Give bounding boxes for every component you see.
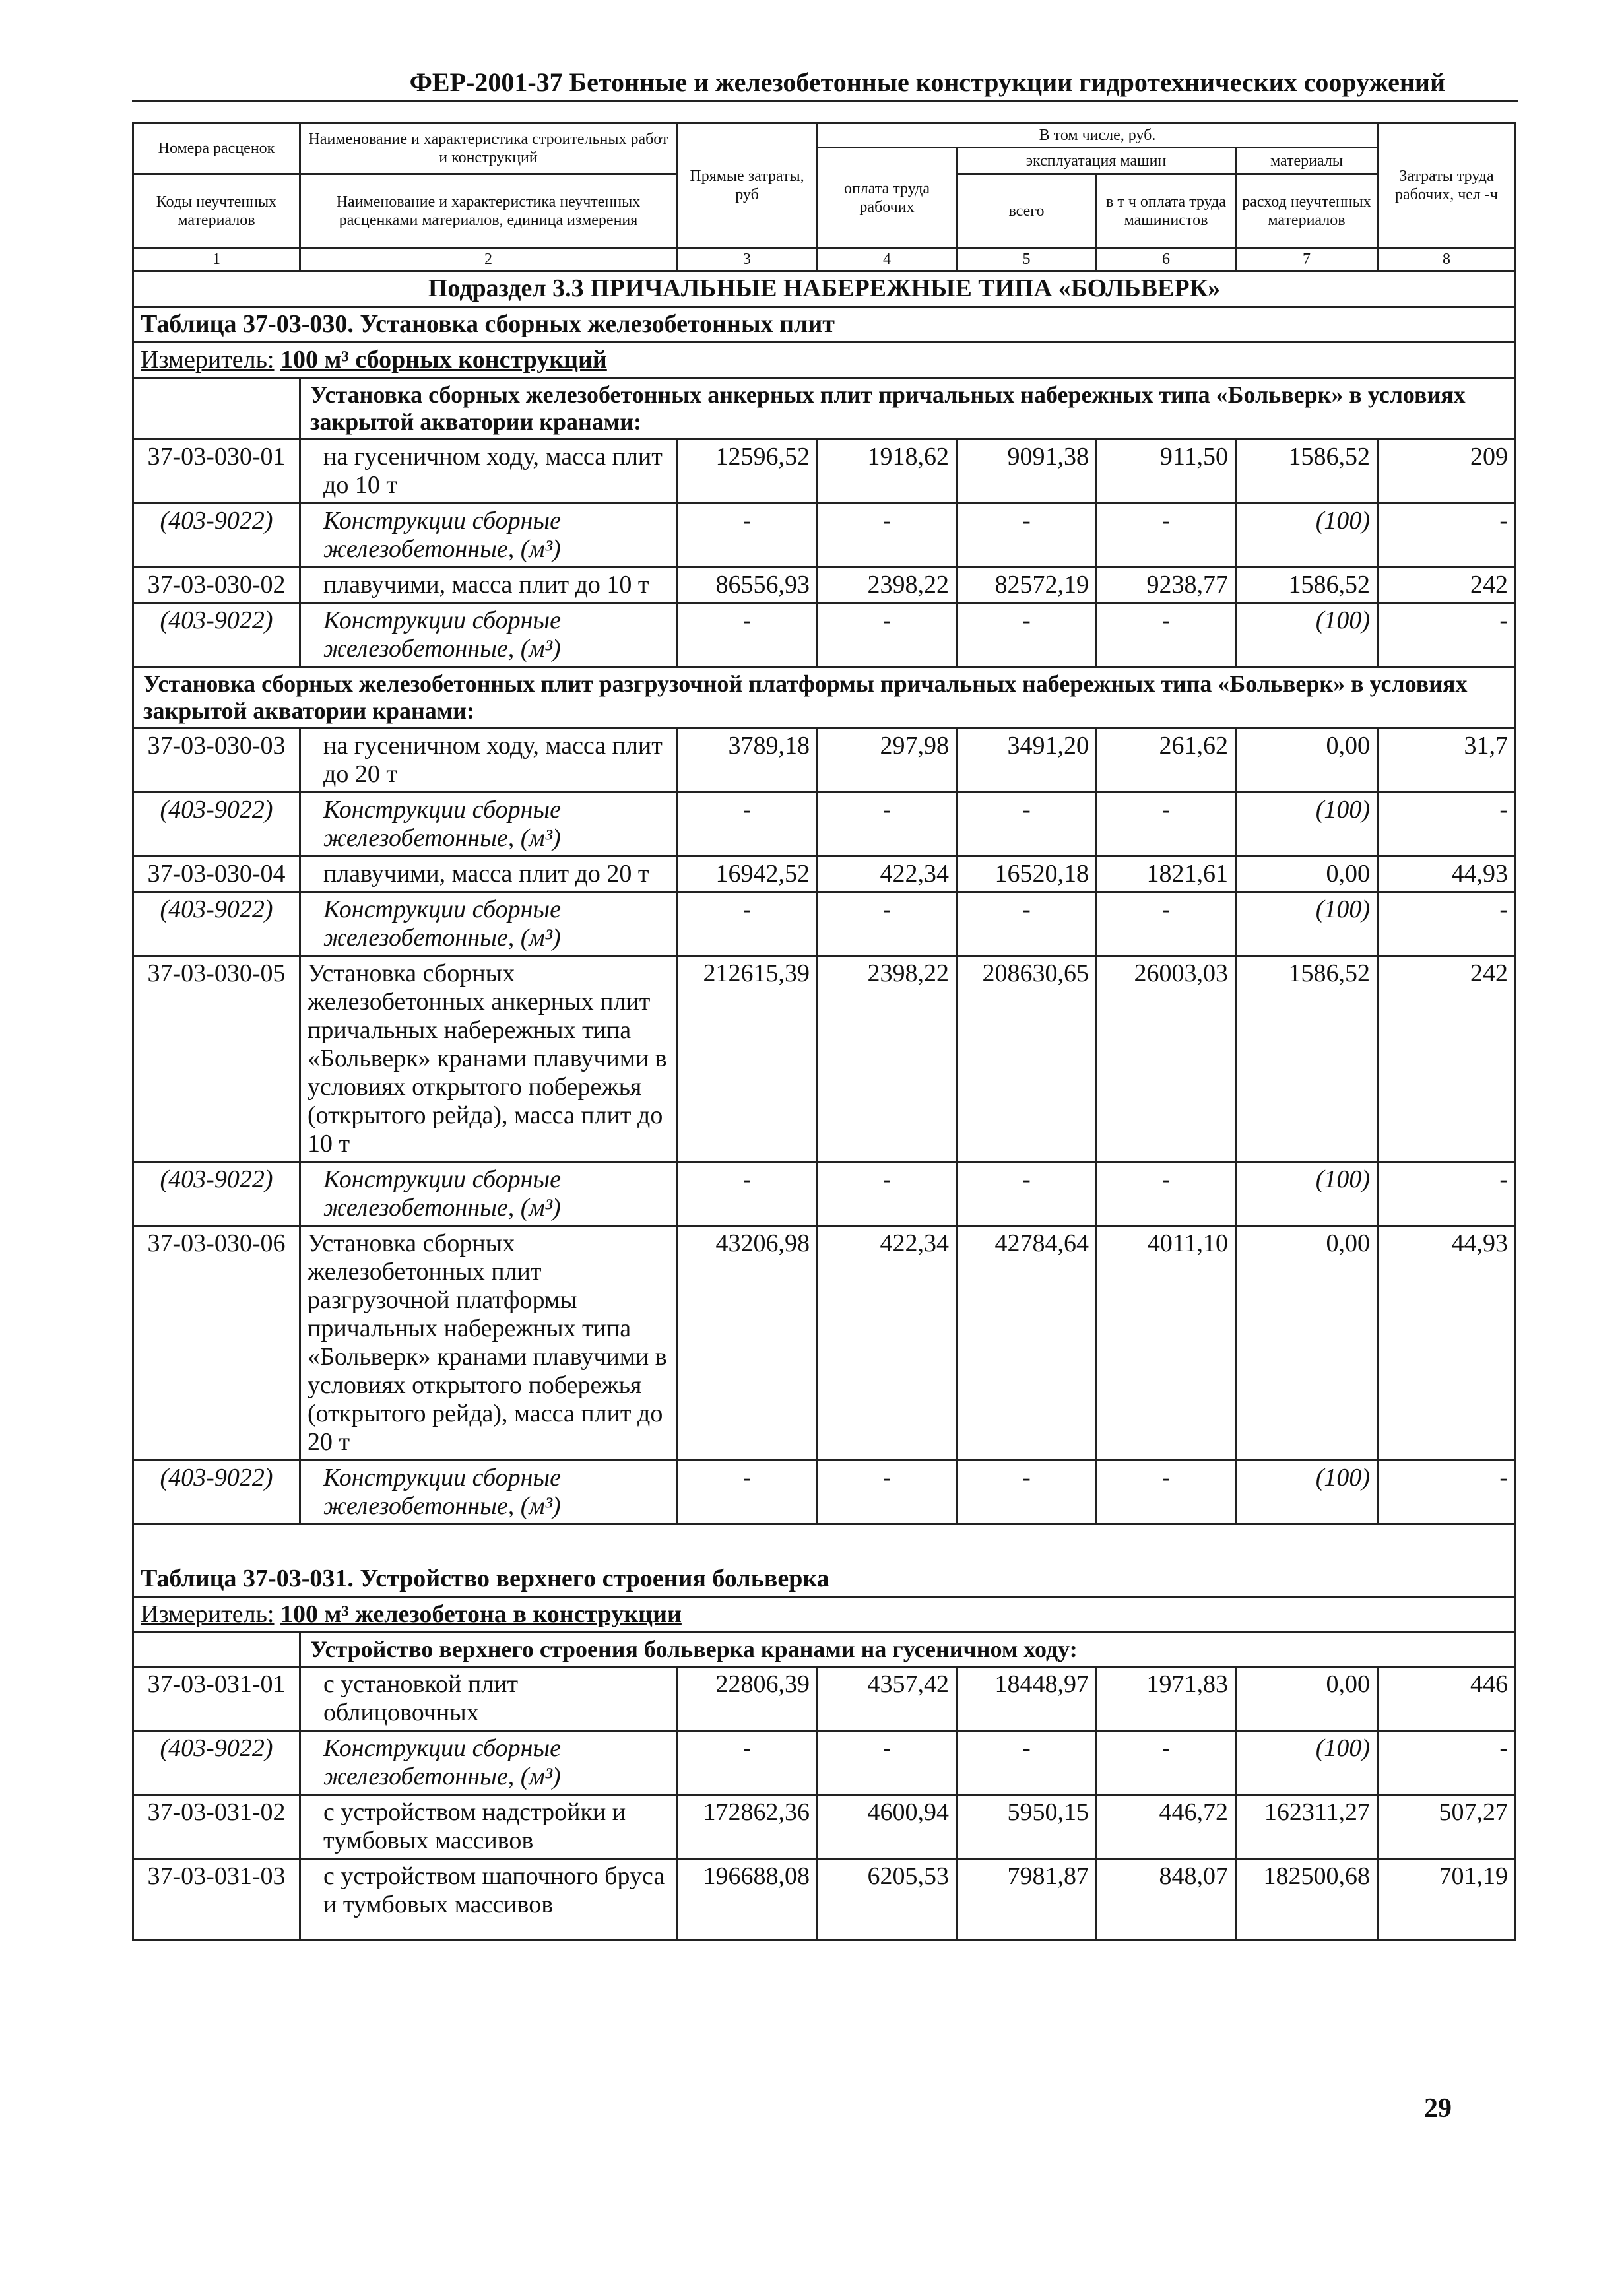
head-materials: материалы bbox=[1236, 148, 1378, 174]
work-name: плавучими, масса плит до 20 т bbox=[300, 857, 677, 892]
machines-pay: 261,62 bbox=[1097, 729, 1236, 793]
head-col1-top: Номера расценок bbox=[133, 123, 300, 174]
measure-value: 100 м³ железобетона в конструкции bbox=[280, 1600, 682, 1628]
material-name: Конструкции сборные железобетонные, (м³) bbox=[300, 504, 677, 568]
dash: - bbox=[1097, 1162, 1236, 1226]
direct-costs: 3789,18 bbox=[677, 729, 818, 793]
measure-line bbox=[133, 1597, 1516, 1633]
dash: - bbox=[1097, 1460, 1236, 1524]
dash: - bbox=[818, 793, 957, 857]
col-number: 3 bbox=[677, 248, 818, 271]
col-number: 6 bbox=[1097, 248, 1236, 271]
work-name: Установка сборных железобетонных анкерных плит причальных набережных типа «Больверк» кранами плавучими в условиях открытого побережья (открытого рейда), масса плит до 10 т bbox=[300, 956, 677, 1162]
labor-pay: 6205,53 bbox=[818, 1859, 957, 1940]
work-name: плавучими, масса плит до 10 т bbox=[300, 568, 677, 603]
materials: 0,00 bbox=[1236, 729, 1378, 793]
material-name: Конструкции сборные железобетонные, (м³) bbox=[300, 603, 677, 667]
material-row bbox=[133, 1460, 1516, 1524]
head-machines-pay: в т ч оплата труда машинистов bbox=[1097, 174, 1236, 248]
rates-table bbox=[132, 122, 1516, 1941]
material-code: (403-9022) bbox=[133, 1460, 300, 1524]
measure-label: Измеритель: bbox=[141, 346, 275, 374]
group-heading: Установка сборных железобетонных плит разгрузочной платформы причальных набережных типа «Больверк» в условиях закрытой акватории кранами: bbox=[133, 667, 1516, 729]
head-materials-use: расход неучтенных материалов bbox=[1236, 174, 1378, 248]
rate-code: 37-03-030-02 bbox=[133, 568, 300, 603]
dash: - bbox=[957, 793, 1097, 857]
material-name: Конструкции сборные железобетонные, (м³) bbox=[300, 1162, 677, 1226]
measure-line bbox=[133, 343, 1516, 378]
materials: 1586,52 bbox=[1236, 956, 1378, 1162]
direct-costs: 172862,36 bbox=[677, 1795, 818, 1859]
rate-code: 37-03-030-04 bbox=[133, 857, 300, 892]
machines-pay: 848,07 bbox=[1097, 1859, 1236, 1940]
direct-costs: 212615,39 bbox=[677, 956, 818, 1162]
dash: - bbox=[1378, 504, 1516, 568]
material-code: (403-9022) bbox=[133, 793, 300, 857]
head-labor-pay: оплата труда рабочих bbox=[818, 148, 957, 248]
material-row bbox=[133, 1731, 1516, 1795]
head-col2-top: Наименование и характеристика строительных работ и конструкций bbox=[300, 123, 677, 174]
machines-pay: 911,50 bbox=[1097, 440, 1236, 504]
head-labor-costs: Затраты труда рабочих, чел -ч bbox=[1378, 123, 1516, 248]
dash: - bbox=[1378, 1460, 1516, 1524]
head-col2-bottom: Наименование и характеристика неучтенных расценками материалов, единица измерения bbox=[300, 174, 677, 248]
subsection-title: Подраздел 3.3 ПРИЧАЛЬНЫЕ НАБЕРЕЖНЫЕ ТИПА «БОЛЬВЕРК» bbox=[133, 271, 1516, 307]
dash: - bbox=[818, 504, 957, 568]
col-number: 8 bbox=[1378, 248, 1516, 271]
dash: - bbox=[677, 892, 818, 956]
dash: - bbox=[957, 504, 1097, 568]
work-name: Установка сборных железобетонных плит разгрузочной платформы причальных набережных типа «Больверк» кранами плавучими в условиях открытого побережья (открытого рейда), масса плит до 20 т bbox=[300, 1226, 677, 1460]
measure-label: Измеритель: bbox=[141, 1600, 275, 1628]
dash: - bbox=[818, 1460, 957, 1524]
dash: - bbox=[1097, 892, 1236, 956]
dash: - bbox=[1378, 892, 1516, 956]
rate-code: 37-03-031-01 bbox=[133, 1667, 300, 1731]
labor-costs: 446 bbox=[1378, 1667, 1516, 1731]
labor-pay: 297,98 bbox=[818, 729, 957, 793]
dash: - bbox=[1097, 504, 1236, 568]
machines-total: 18448,97 bbox=[957, 1667, 1097, 1731]
head-col1-bottom: Коды неучтенных материалов bbox=[133, 174, 300, 248]
material-code: (403-9022) bbox=[133, 892, 300, 956]
dash: - bbox=[677, 504, 818, 568]
dash: - bbox=[957, 1460, 1097, 1524]
direct-costs: 196688,08 bbox=[677, 1859, 818, 1940]
group-heading: Установка сборных железобетонных анкерных плит причальных набережных типа «Больверк» в условиях закрытой акватории кранами: bbox=[300, 378, 1516, 440]
table-title: Таблица 37-03-030. Установка сборных железобетонных плит bbox=[133, 307, 1516, 343]
labor-pay: 1918,62 bbox=[818, 440, 957, 504]
material-qty: (100) bbox=[1236, 603, 1378, 667]
labor-pay: 422,34 bbox=[818, 1226, 957, 1460]
table-row bbox=[133, 440, 1516, 504]
labor-costs: 44,93 bbox=[1378, 1226, 1516, 1460]
dash: - bbox=[1097, 1731, 1236, 1795]
material-code: (403-9022) bbox=[133, 1731, 300, 1795]
col-number: 1 bbox=[133, 248, 300, 271]
machines-pay: 26003,03 bbox=[1097, 956, 1236, 1162]
direct-costs: 86556,93 bbox=[677, 568, 818, 603]
material-name: Конструкции сборные железобетонные, (м³) bbox=[300, 1460, 677, 1524]
machines-total: 3491,20 bbox=[957, 729, 1097, 793]
material-row bbox=[133, 504, 1516, 568]
machines-pay: 446,72 bbox=[1097, 1795, 1236, 1859]
labor-costs: 701,19 bbox=[1378, 1859, 1516, 1940]
table-row bbox=[133, 729, 1516, 793]
machines-total: 16520,18 bbox=[957, 857, 1097, 892]
dash: - bbox=[677, 1460, 818, 1524]
materials: 1586,52 bbox=[1236, 568, 1378, 603]
machines-total: 82572,19 bbox=[957, 568, 1097, 603]
page-header bbox=[132, 53, 1518, 102]
rate-code: 37-03-031-03 bbox=[133, 1859, 300, 1940]
table-row bbox=[133, 1859, 1516, 1940]
machines-pay: 9238,77 bbox=[1097, 568, 1236, 603]
dash: - bbox=[677, 793, 818, 857]
work-name: на гусеничном ходу, масса плит до 20 т bbox=[300, 729, 677, 793]
dash: - bbox=[818, 892, 957, 956]
rate-code: 37-03-030-03 bbox=[133, 729, 300, 793]
head-machines-total: всего bbox=[957, 174, 1097, 248]
material-name: Конструкции сборные железобетонные, (м³) bbox=[300, 892, 677, 956]
rate-code: 37-03-030-06 bbox=[133, 1226, 300, 1460]
material-name: Конструкции сборные железобетонные, (м³) bbox=[300, 1731, 677, 1795]
machines-total: 5950,15 bbox=[957, 1795, 1097, 1859]
materials: 0,00 bbox=[1236, 1226, 1378, 1460]
material-qty: (100) bbox=[1236, 892, 1378, 956]
col-number: 4 bbox=[818, 248, 957, 271]
group-heading: Устройство верхнего строения больверка кранами на гусеничном ходу: bbox=[300, 1633, 1516, 1667]
direct-costs: 43206,98 bbox=[677, 1226, 818, 1460]
labor-pay: 2398,22 bbox=[818, 956, 957, 1162]
rate-code: 37-03-030-05 bbox=[133, 956, 300, 1162]
work-name: с устройством надстройки и тумбовых массивов bbox=[300, 1795, 677, 1859]
table-row bbox=[133, 1226, 1516, 1460]
material-code: (403-9022) bbox=[133, 504, 300, 568]
material-row bbox=[133, 1162, 1516, 1226]
material-row bbox=[133, 892, 1516, 956]
material-qty: (100) bbox=[1236, 1460, 1378, 1524]
dash: - bbox=[1378, 1162, 1516, 1226]
head-direct-costs: Прямые затраты, руб bbox=[677, 123, 818, 248]
machines-total: 42784,64 bbox=[957, 1226, 1097, 1460]
materials: 0,00 bbox=[1236, 857, 1378, 892]
machines-pay: 1821,61 bbox=[1097, 857, 1236, 892]
page-number: 29 bbox=[1424, 2093, 1452, 2124]
material-code: (403-9022) bbox=[133, 1162, 300, 1226]
labor-costs: 209 bbox=[1378, 440, 1516, 504]
head-numbers-row bbox=[133, 248, 1516, 271]
machines-pay: 1971,83 bbox=[1097, 1667, 1236, 1731]
dash: - bbox=[818, 1731, 957, 1795]
machines-total: 9091,38 bbox=[957, 440, 1097, 504]
material-qty: (100) bbox=[1236, 504, 1378, 568]
rate-code: 37-03-030-01 bbox=[133, 440, 300, 504]
col-number: 5 bbox=[957, 248, 1097, 271]
work-name: на гусеничном ходу, масса плит до 10 т bbox=[300, 440, 677, 504]
materials: 1586,52 bbox=[1236, 440, 1378, 504]
materials: 162311,27 bbox=[1236, 1795, 1378, 1859]
material-qty: (100) bbox=[1236, 1731, 1378, 1795]
page-header-title: ФЕР-2001-37 Бетонные и железобетонные конструкции гидротехнических сооружений bbox=[409, 67, 1445, 97]
table-title: Таблица 37-03-031. Устройство верхнего строения больверка bbox=[133, 1524, 1516, 1597]
direct-costs: 22806,39 bbox=[677, 1667, 818, 1731]
labor-pay: 2398,22 bbox=[818, 568, 957, 603]
dash: - bbox=[957, 1162, 1097, 1226]
rate-code: 37-03-031-02 bbox=[133, 1795, 300, 1859]
dash: - bbox=[677, 603, 818, 667]
materials: 182500,68 bbox=[1236, 1859, 1378, 1940]
head-machines: эксплуатация машин bbox=[957, 148, 1236, 174]
dash: - bbox=[1097, 603, 1236, 667]
material-row bbox=[133, 793, 1516, 857]
dash: - bbox=[957, 1731, 1097, 1795]
table-row bbox=[133, 568, 1516, 603]
dash: - bbox=[1378, 793, 1516, 857]
work-name: с установкой плит облицовочных bbox=[300, 1667, 677, 1731]
dash: - bbox=[957, 892, 1097, 956]
direct-costs: 16942,52 bbox=[677, 857, 818, 892]
material-row bbox=[133, 603, 1516, 667]
labor-pay: 422,34 bbox=[818, 857, 957, 892]
material-code: (403-9022) bbox=[133, 603, 300, 667]
dash: - bbox=[818, 1162, 957, 1226]
labor-costs: 242 bbox=[1378, 568, 1516, 603]
direct-costs: 12596,52 bbox=[677, 440, 818, 504]
dash: - bbox=[818, 603, 957, 667]
dash: - bbox=[1378, 1731, 1516, 1795]
dash: - bbox=[1378, 603, 1516, 667]
work-name: с устройством шапочного бруса и тумбовых массивов bbox=[300, 1859, 677, 1940]
table-row bbox=[133, 956, 1516, 1162]
machines-pay: 4011,10 bbox=[1097, 1226, 1236, 1460]
material-qty: (100) bbox=[1236, 793, 1378, 857]
head-in-total: В том числе, руб. bbox=[818, 123, 1378, 148]
measure-value: 100 м³ сборных конструкций bbox=[280, 346, 607, 374]
material-name: Конструкции сборные железобетонные, (м³) bbox=[300, 793, 677, 857]
materials: 0,00 bbox=[1236, 1667, 1378, 1731]
material-qty: (100) bbox=[1236, 1162, 1378, 1226]
dash: - bbox=[1097, 793, 1236, 857]
labor-pay: 4600,94 bbox=[818, 1795, 957, 1859]
table-row bbox=[133, 1795, 1516, 1859]
labor-costs: 31,7 bbox=[1378, 729, 1516, 793]
dash: - bbox=[677, 1731, 818, 1795]
machines-total: 7981,87 bbox=[957, 1859, 1097, 1940]
labor-costs: 242 bbox=[1378, 956, 1516, 1162]
table-row bbox=[133, 857, 1516, 892]
dash: - bbox=[957, 603, 1097, 667]
col-number: 2 bbox=[300, 248, 677, 271]
dash: - bbox=[677, 1162, 818, 1226]
labor-costs: 44,93 bbox=[1378, 857, 1516, 892]
table-row bbox=[133, 1667, 1516, 1731]
machines-total: 208630,65 bbox=[957, 956, 1097, 1162]
labor-costs: 507,27 bbox=[1378, 1795, 1516, 1859]
col-number: 7 bbox=[1236, 248, 1378, 271]
labor-pay: 4357,42 bbox=[818, 1667, 957, 1731]
